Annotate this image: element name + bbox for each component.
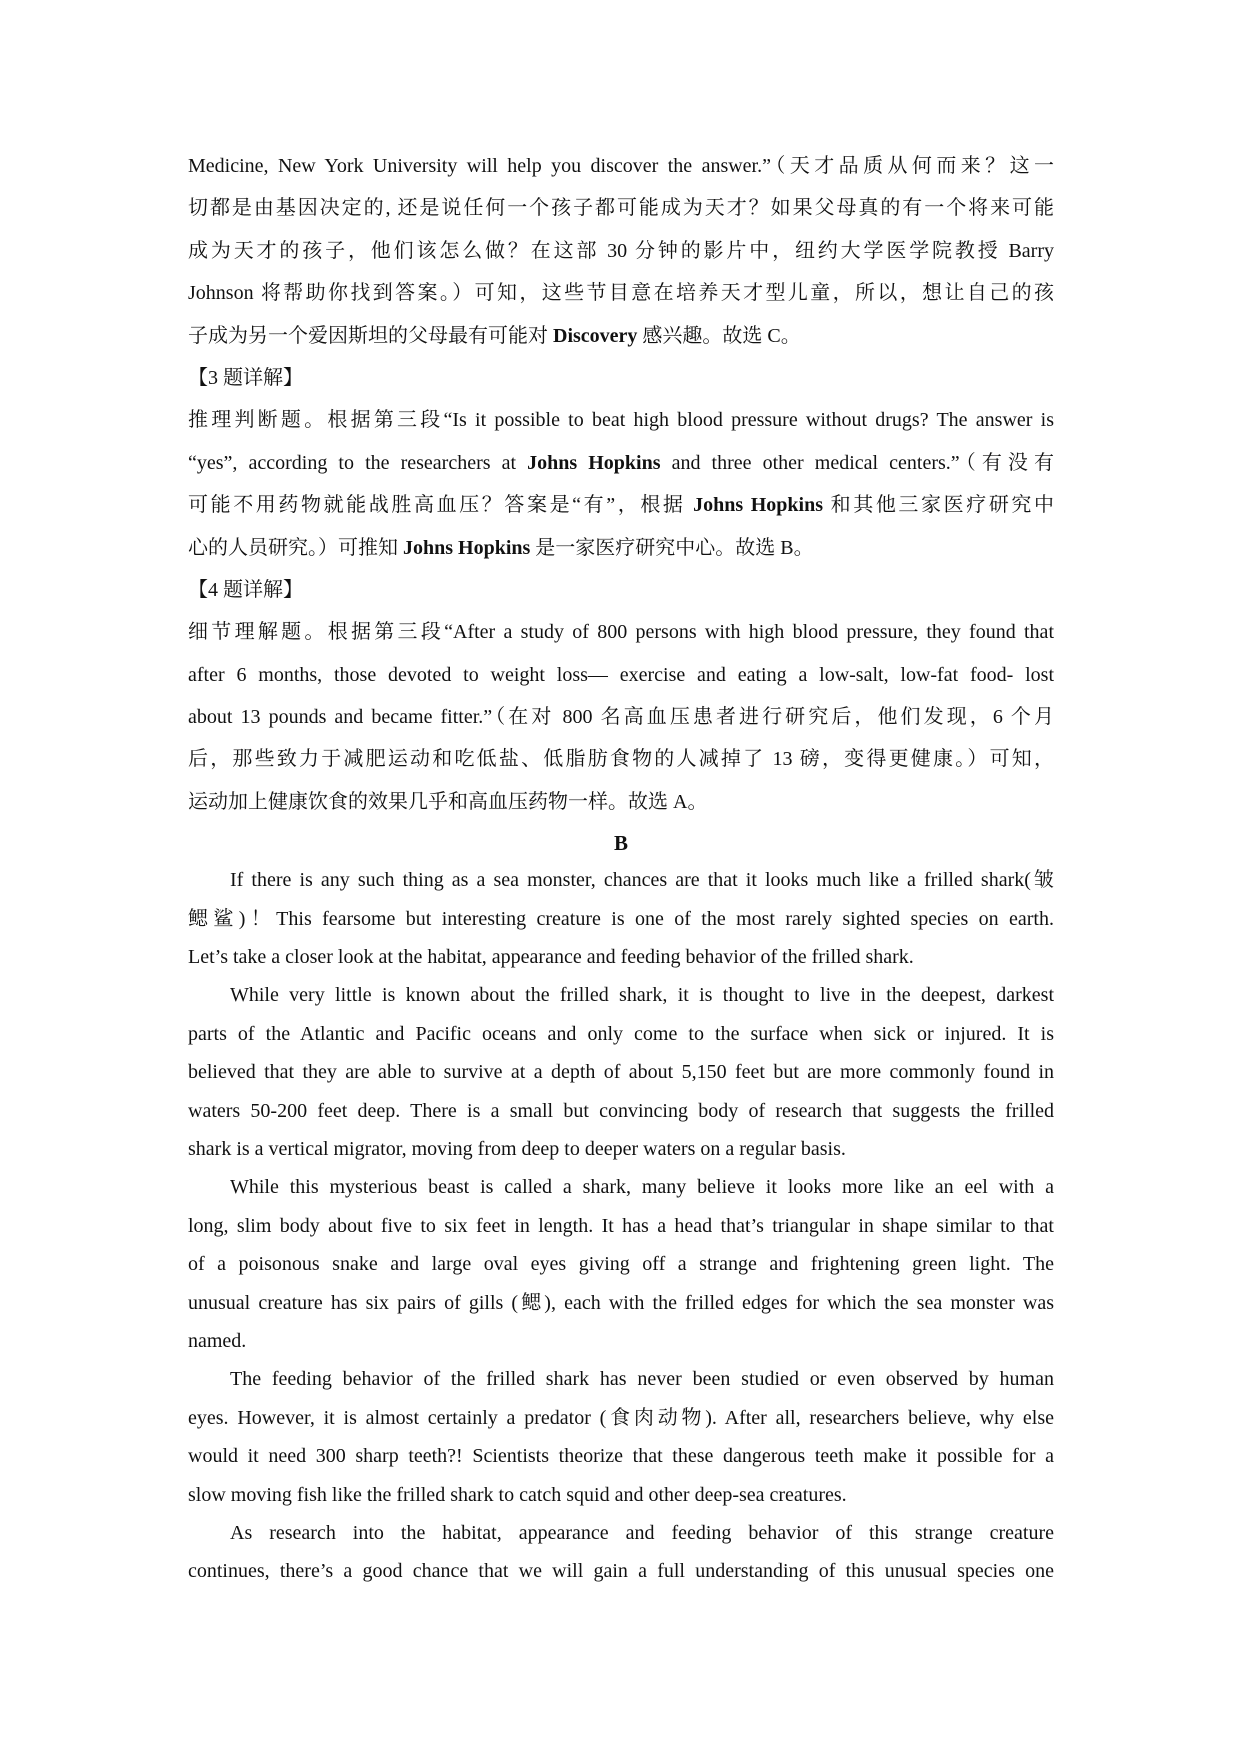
text-line: about 13 pounds and became fitter.”（在对 800 名高血压患者进行研究后，他们发现，6 个月 — [188, 706, 1054, 729]
answer-paragraph-q4 — [188, 611, 1054, 823]
text-span: 感兴趣。故选 C。 — [637, 324, 801, 347]
text-line: 后，那些致力于减肥运动和吃低盐、低脂肪食物的人减掉了 13 磅，变得更健康。）可知， — [188, 748, 1054, 771]
text-span: 可能不用药物就能战胜高血压？答案是“有”，根据 — [188, 494, 694, 517]
text-line: Johnson 将帮助你找到答案。）可知，这些节目意在培养天才型儿童，所以，想让自己的孩 — [188, 282, 1054, 305]
text-line — [188, 315, 1054, 357]
text-line: The feeding behavior of the frilled shark has never been studied or even observed by human — [230, 1368, 1054, 1391]
text-line — [188, 442, 1054, 484]
text-line: 鳃鲨)！This fearsome but interesting creature is one of the most rarely sighted species on earth. — [188, 907, 1054, 930]
text-span: 和其他三家医疗研究中 — [823, 494, 1055, 517]
text-line: parts of the Atlantic and Pacific oceans and only come to the surface when sick or injured. It is — [188, 1022, 1054, 1045]
text-line: long, slim body about five to six feet in length. It has a head that’s triangular in shape similar to that — [188, 1214, 1054, 1237]
text-line: would it need 300 sharp teeth?! Scientists theorize that these dangerous teeth make it possible for a — [188, 1445, 1054, 1468]
bold-term: Johns Hopkins — [527, 451, 661, 474]
text-line: eyes. However, it is almost certainly a predator (食肉动物). After all, researchers believe, why else — [188, 1406, 1054, 1429]
text-line: of a poisonous snake and large oval eyes giving off a strange and frightening green light. The — [188, 1253, 1054, 1276]
text-line: Let’s take a closer look at the habitat, appearance and feeding behavior of the frilled shark. — [188, 946, 914, 969]
text-line: waters 50-200 feet deep. There is a small but convincing body of research that suggests the frilled — [188, 1099, 1054, 1122]
text-line: While this mysterious beast is called a shark, many believe it looks more like an eel with a — [230, 1176, 1054, 1199]
answer-paragraph-q3 — [188, 399, 1054, 569]
text-line: 推理判断题。根据第三段“Is it possible to beat high blood pressure without drugs? The answer is — [188, 409, 1054, 432]
text-line: 成为天才的孩子，他们该怎么做？在这部 30 分钟的影片中，纽约大学医学院教授 Barry — [188, 239, 1054, 262]
text-line: shark is a vertical migrator, moving from deep to deeper waters on a regular basis. — [188, 1137, 846, 1160]
text-span: 心的人员研究。）可推知 — [188, 536, 403, 559]
text-line: 细节理解题。根据第三段“After a study of 800 persons with high blood pressure, they found that — [188, 621, 1054, 644]
text-line: unusual creature has six pairs of gills (鳃), each with the frilled edges for which the sea monster was — [188, 1291, 1054, 1314]
passage-paragraph-5 — [188, 1514, 1054, 1591]
passage-paragraph-3 — [188, 1168, 1054, 1360]
text-span: and three other medical centers.”（有没有 — [660, 451, 1055, 474]
text-line: named. — [188, 1329, 247, 1352]
text-line: believed that they are able to survive at a depth of about 5,150 feet but are more commonly found in — [188, 1061, 1054, 1084]
section-title: B — [613, 831, 628, 856]
bold-term: Johns Hopkins — [403, 536, 531, 559]
text-line — [188, 527, 1054, 569]
text-line — [188, 484, 1054, 526]
bold-term: Discovery — [553, 324, 638, 347]
text-line: While very little is known about the frilled shark, it is thought to live in the deepest, darkest — [230, 984, 1054, 1007]
text-line: after 6 months, those devoted to weight loss— exercise and eating a low-salt, low-fat food- lost — [188, 663, 1054, 686]
q4-heading: 【4 题详解】 — [188, 578, 303, 601]
text-line: continues, there’s a good chance that we will gain a full understanding of this unusual species one — [188, 1560, 1054, 1583]
document-page — [188, 145, 1054, 1591]
bold-term: Johns Hopkins — [693, 494, 824, 517]
text-line: As research into the habitat, appearance and feeding behavior of this strange creature — [230, 1521, 1054, 1544]
text-line: 切都是由基因决定的, 还是说任何一个孩子都可能成为天才？如果父母真的有一个将来可能 — [188, 197, 1054, 220]
passage-paragraph-2 — [188, 976, 1054, 1168]
text-line: If there is any such thing as a sea monster, chances are that it looks much like a frilled shark(皱 — [230, 869, 1054, 892]
passage-paragraph-1 — [188, 861, 1054, 976]
text-span: 子成为另一个爱因斯坦的父母最有可能对 — [188, 324, 553, 347]
text-line: Medicine, New York University will help you discover the answer.”（天才品质从何而来？这一 — [188, 155, 1054, 177]
answer-paragraph-q2 — [188, 145, 1054, 357]
text-line: 运动加上健康饮食的效果几乎和高血压药物一样。故选 A。 — [188, 790, 708, 813]
q3-heading: 【3 题详解】 — [188, 366, 303, 389]
text-span: “yes”, according to the researchers at — [188, 451, 528, 474]
text-line: slow moving fish like the frilled shark to catch squid and other deep-sea creatures. — [188, 1483, 847, 1506]
passage-paragraph-4 — [188, 1360, 1054, 1514]
text-span: 是一家医疗研究中心。故选 B。 — [530, 536, 814, 559]
